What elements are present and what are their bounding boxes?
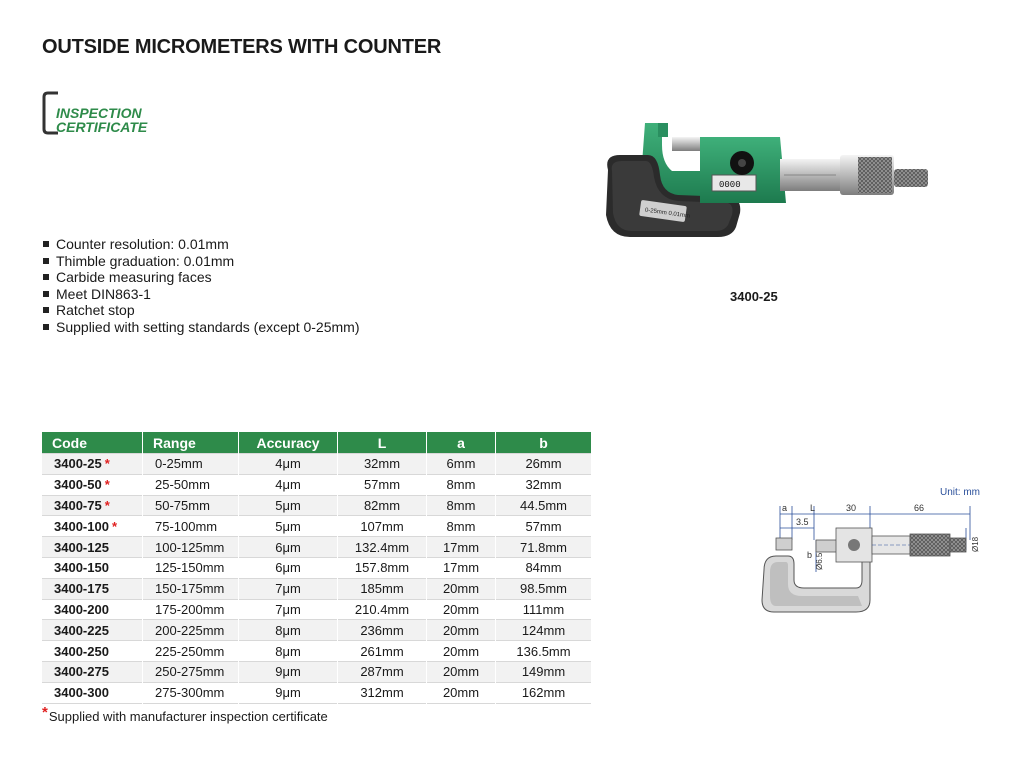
cell-range [143,682,239,703]
cell-code [42,537,143,558]
cell-accuracy [239,599,338,620]
table-row [42,661,592,682]
cell-code [42,454,143,475]
svg-text:0000: 0000 [719,180,741,190]
svg-text:b: b [807,550,813,560]
cell-a [427,495,496,516]
cell-l [338,474,427,495]
cell-accuracy-text: 6μm [275,539,301,555]
cell-range-text: 0-25mm [155,456,203,472]
cell-b-text: 111mm [522,601,565,617]
cell-accuracy [239,516,338,537]
table-row [42,682,592,703]
cell-accuracy-text: 5μm [275,497,301,513]
table-row [42,474,592,495]
table-row [42,516,592,537]
cell-b [496,474,592,495]
svg-text:Ø6.5: Ø6.5 [815,552,824,570]
cell-accuracy-text: 5μm [275,518,301,534]
cell-b [496,578,592,599]
cell-accuracy-text: 4μm [275,477,301,493]
cell-a [427,474,496,495]
header-code: Code [42,432,143,454]
cell-range [143,557,239,578]
header-range: Range [143,432,239,454]
footnote-marker: * [42,704,48,721]
cell-range [143,474,239,495]
page-title: OUTSIDE MICROMETERS WITH COUNTER [42,36,442,58]
cell-a [427,516,496,537]
cell-b [496,682,592,703]
cell-range-text: 75-100mm [155,518,218,534]
cell-range-text: 100-125mm [155,539,225,555]
footnote-text: Supplied with manufacturer inspection certificate [48,709,328,724]
unit-label: Unit: mm [940,487,980,498]
table-row [42,620,592,641]
cell-code-text: 3400-150 [54,560,109,576]
cell-l-text: 312mm [360,685,404,701]
cell-b [496,454,592,475]
cell-code [42,599,143,620]
cell-accuracy [239,620,338,641]
cell-b-text: 84mm [525,560,562,576]
cell-code-text: 3400-250 [54,643,109,659]
cell-accuracy-text: 8μm [275,643,301,659]
cell-code-text: 3400-225 [54,622,109,638]
feature-list [42,236,359,336]
cell-range [143,454,239,475]
cell-accuracy [239,474,338,495]
cell-b [496,495,592,516]
cell-l-text: 82mm [363,497,401,513]
cell-a-text: 8mm [446,497,476,513]
cell-a [427,599,496,620]
cell-code [42,495,143,516]
cell-a [427,557,496,578]
cell-code-text: 3400-50 [54,477,102,493]
header-l: L [338,432,427,454]
table-row [42,599,592,620]
cell-range [143,495,239,516]
cell-accuracy [239,557,338,578]
cell-code-text: 3400-125 [54,539,109,555]
svg-text:L: L [810,503,816,513]
svg-text:a: a [782,503,788,513]
cell-a [427,620,496,641]
cell-code-text: 3400-200 [54,601,109,617]
micrometer-product-image [600,115,935,250]
cell-l [338,661,427,682]
certificate-line-2: CERTIFICATE [56,119,148,135]
dimension-drawing [758,500,988,618]
cell-code [42,661,143,682]
certificate-line-1: INSPECTION [56,105,142,121]
cell-b [496,516,592,537]
cell-range-text: 275-300mm [155,685,225,701]
cell-l [338,641,427,662]
inspection-certificate-logo [42,91,172,135]
table-header-row [42,432,592,454]
cell-l [338,599,427,620]
cell-l-text: 57mm [363,477,401,493]
cell-a [427,682,496,703]
header-accuracy: Accuracy [239,432,338,454]
cell-b-text: 136.5mm [516,643,571,659]
cell-range [143,599,239,620]
cell-range-text: 125-150mm [155,560,225,576]
header-b: b [496,432,592,454]
cell-b [496,661,592,682]
cell-accuracy [239,641,338,662]
cell-range [143,516,239,537]
cell-b-text: 32mm [525,477,562,493]
cell-range-text: 50-75mm [155,497,210,513]
cell-accuracy-text: 6μm [275,560,301,576]
certificate-marker: * [111,518,118,534]
certificate-marker: * [104,456,110,472]
cell-a [427,661,496,682]
feature-item: Meet DIN863-1 [42,286,359,303]
feature-item: Carbide measuring faces [42,269,359,286]
cell-accuracy-text: 9μm [275,664,301,680]
cell-a-text: 20mm [442,622,480,638]
cell-l-text: 236mm [360,622,404,638]
table-row [42,578,592,599]
cell-range [143,620,239,641]
cell-b [496,641,592,662]
svg-text:Ø18: Ø18 [971,536,980,552]
feature-item: Supplied with setting standards (except 0-25mm) [42,319,359,336]
cell-b-text: 26mm [525,456,562,472]
cell-a-text: 20mm [442,581,480,597]
cell-code-text: 3400-25 [54,456,102,472]
cell-range [143,537,239,558]
cell-a-text: 17mm [442,539,480,555]
cell-a-text: 17mm [442,560,480,576]
cell-l-text: 210.4mm [354,601,410,617]
cell-b [496,620,592,641]
cell-a [427,454,496,475]
cell-range [143,641,239,662]
table-row [42,557,592,578]
cell-code-text: 3400-100 [54,518,109,534]
cell-a [427,641,496,662]
cell-range-text: 200-225mm [155,622,225,638]
cell-accuracy [239,537,338,558]
cell-b [496,557,592,578]
certificate-marker: * [104,497,110,513]
cell-l-text: 107mm [360,518,404,534]
table-row [42,495,592,516]
cell-b [496,537,592,558]
svg-text:66: 66 [914,503,925,513]
cell-code-text: 3400-75 [54,497,102,513]
cell-b-text: 149mm [521,664,566,680]
cell-accuracy-text: 4μm [275,456,301,472]
cell-accuracy-text: 8μm [275,622,301,638]
footnote [42,704,328,725]
cell-l-text: 157.8mm [354,560,410,576]
cell-accuracy [239,661,338,682]
header-a: a [427,432,496,454]
cell-l [338,516,427,537]
table-row [42,454,592,475]
cell-l [338,682,427,703]
cell-accuracy-text: 7μm [275,601,301,617]
cell-b-text: 71.8mm [520,539,567,555]
cell-l-text: 185mm [360,581,404,597]
product-model-label: 3400-25 [730,289,778,304]
cell-a [427,537,496,558]
cell-l [338,495,427,516]
cell-code-text: 3400-300 [54,685,109,701]
cell-l [338,620,427,641]
certificate-marker: * [104,477,110,493]
cell-code [42,641,143,662]
feature-item: Ratchet stop [42,302,359,319]
cell-accuracy-text: 7μm [275,581,301,597]
cell-code-text: 3400-275 [54,664,109,680]
cell-l-text: 132.4mm [354,539,410,555]
cell-code-text: 3400-175 [54,581,109,597]
cell-code [42,578,143,599]
cell-accuracy-text: 9μm [275,685,301,701]
cell-a-text: 6mm [446,456,476,472]
svg-text:0-25mm 0.01mm: 0-25mm 0.01mm [644,207,691,220]
cell-l [338,578,427,599]
cell-accuracy [239,495,338,516]
cell-a-text: 8mm [446,518,476,534]
cell-range-text: 225-250mm [155,643,225,659]
cell-a-text: 8mm [446,477,476,493]
svg-text:3.5: 3.5 [796,517,809,527]
cell-b-text: 57mm [525,518,562,534]
cell-l [338,454,427,475]
table-row [42,537,592,558]
cell-a-text: 20mm [442,601,480,617]
cell-range-text: 150-175mm [155,581,225,597]
cell-code [42,620,143,641]
cell-l-text: 261mm [360,643,404,659]
svg-text:30: 30 [846,503,857,513]
cell-a-text: 20mm [442,643,480,659]
cell-range-text: 175-200mm [155,601,225,617]
cell-code [42,682,143,703]
cell-b [496,599,592,620]
cell-l [338,557,427,578]
cell-b-text: 162mm [521,685,566,701]
feature-item: Thimble graduation: 0.01mm [42,253,359,270]
cell-range-text: 250-275mm [155,664,225,680]
cell-code [42,474,143,495]
table-row [42,641,592,662]
cell-b-text: 124mm [521,622,566,638]
cell-accuracy [239,682,338,703]
table-body [42,454,592,704]
cell-a [427,578,496,599]
cell-a-text: 20mm [442,664,480,680]
specification-table [42,432,592,704]
cell-accuracy [239,454,338,475]
cell-l-text: 287mm [360,664,404,680]
cell-range [143,661,239,682]
cell-code [42,516,143,537]
cell-b-text: 44.5mm [520,497,567,513]
cell-range-text: 25-50mm [155,477,210,493]
cell-l [338,537,427,558]
cell-accuracy [239,578,338,599]
cell-range [143,578,239,599]
cell-a-text: 20mm [442,685,480,701]
cell-code [42,557,143,578]
cell-b-text: 98.5mm [520,581,567,597]
feature-item: Counter resolution: 0.01mm [42,236,359,253]
cell-l-text: 32mm [363,456,401,472]
